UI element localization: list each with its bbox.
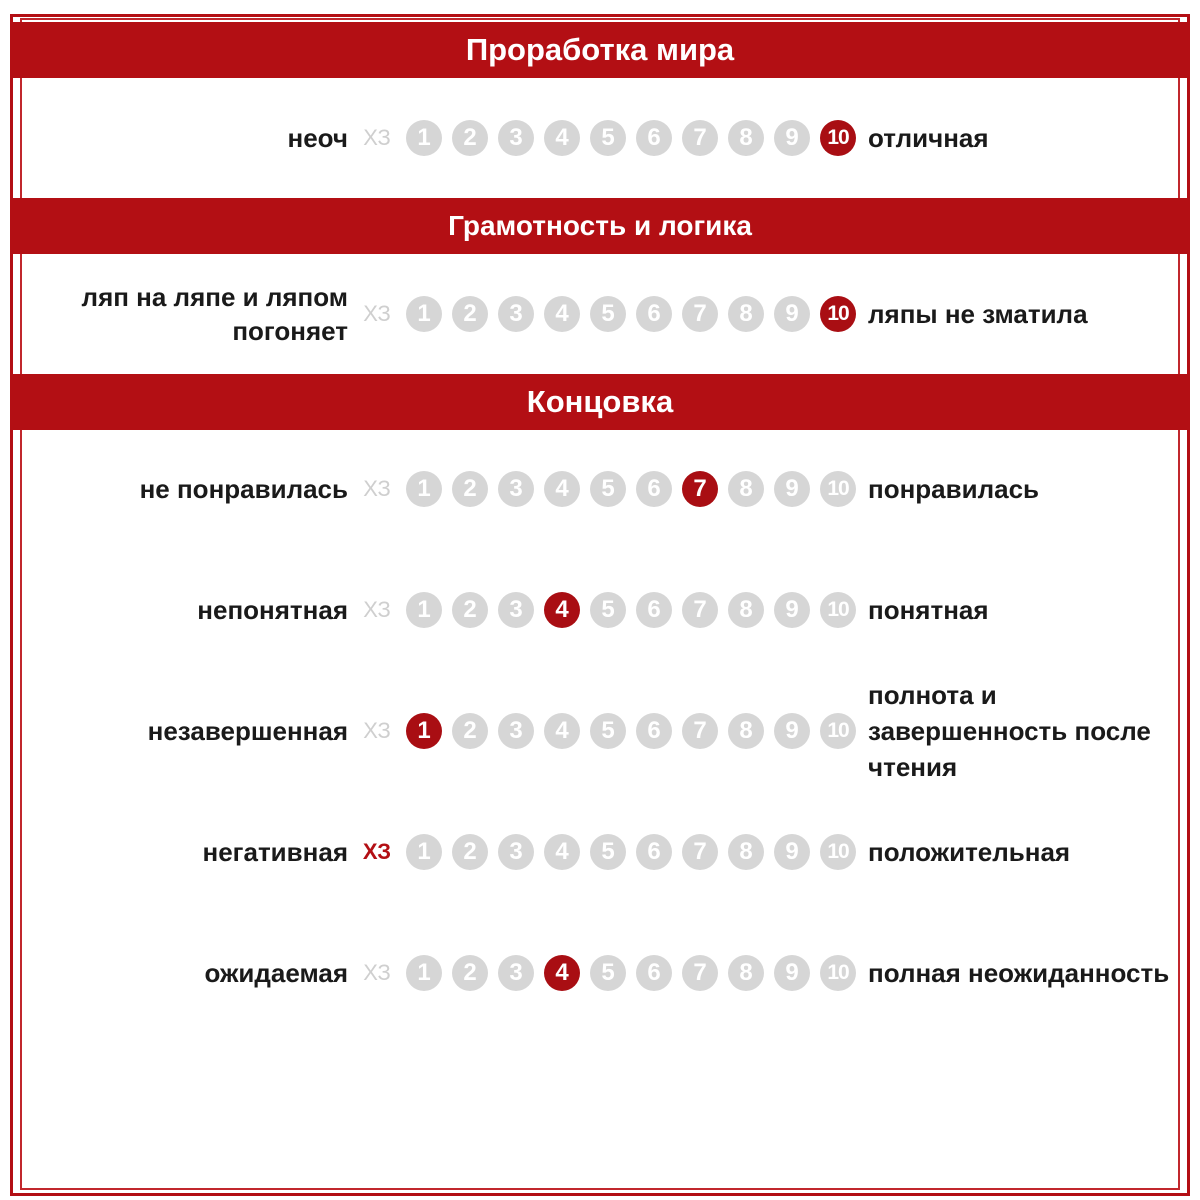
- rating-option-8[interactable]: 8: [728, 120, 764, 156]
- rating-option-7[interactable]: 7: [682, 834, 718, 870]
- rating-option-7[interactable]: 7: [682, 592, 718, 628]
- rating-option-9[interactable]: 9: [774, 471, 810, 507]
- rating-option-5[interactable]: 5: [590, 592, 626, 628]
- rating-option-5[interactable]: 5: [590, 713, 626, 749]
- right-label: полная неожиданность: [868, 958, 1170, 988]
- xz-option[interactable]: ХЗ: [363, 597, 391, 622]
- rating-option-4[interactable]: 4: [544, 120, 580, 156]
- rating-option-1[interactable]: 1: [406, 296, 442, 332]
- section-title: Грамотность и логика: [448, 210, 752, 241]
- rating-option-10[interactable]: 10: [820, 296, 856, 332]
- rating-option-3[interactable]: 3: [498, 592, 534, 628]
- rating-option-10[interactable]: 10: [820, 713, 856, 749]
- left-label: ляп на ляпе и ляпом погоняет: [81, 282, 348, 346]
- rating-option-8[interactable]: 8: [728, 471, 764, 507]
- xz-option[interactable]: ХЗ: [363, 718, 391, 743]
- rating-option-6[interactable]: 6: [636, 834, 672, 870]
- rating-option-2[interactable]: 2: [452, 296, 488, 332]
- right-label: положительная: [868, 837, 1071, 867]
- right-label: понятная: [868, 595, 989, 625]
- rating-row: [0, 98, 1200, 178]
- rating-row: [0, 274, 1200, 354]
- rating-option-5[interactable]: 5: [590, 296, 626, 332]
- rating-option-2[interactable]: 2: [452, 471, 488, 507]
- section-header-literacy: [10, 198, 1190, 254]
- rating-option-9[interactable]: 9: [774, 120, 810, 156]
- rating-option-1[interactable]: 1: [406, 120, 442, 156]
- rating-row: [0, 933, 1200, 1013]
- rating-option-8[interactable]: 8: [728, 834, 764, 870]
- rating-option-5[interactable]: 5: [590, 955, 626, 991]
- rating-option-2[interactable]: 2: [452, 713, 488, 749]
- rating-option-1[interactable]: 1: [406, 471, 442, 507]
- left-label: непонятная: [197, 595, 348, 625]
- rating-option-10[interactable]: 10: [820, 120, 856, 156]
- rating-option-3[interactable]: 3: [498, 471, 534, 507]
- rating-option-1[interactable]: 1: [406, 834, 442, 870]
- rating-option-10[interactable]: 10: [820, 834, 856, 870]
- rating-option-4[interactable]: 4: [544, 955, 580, 991]
- rating-option-9[interactable]: 9: [774, 713, 810, 749]
- section-header-world: [10, 22, 1190, 78]
- left-label: незавершенная: [147, 716, 348, 746]
- right-label: понравилась: [868, 474, 1040, 504]
- rating-row: [0, 449, 1200, 529]
- rating-option-7[interactable]: 7: [682, 955, 718, 991]
- rating-option-4[interactable]: 4: [544, 471, 580, 507]
- rating-option-4[interactable]: 4: [544, 296, 580, 332]
- rating-row: [0, 812, 1200, 892]
- rating-option-9[interactable]: 9: [774, 955, 810, 991]
- rating-option-10[interactable]: 10: [820, 592, 856, 628]
- xz-option[interactable]: ХЗ: [363, 125, 391, 150]
- rating-option-3[interactable]: 3: [498, 120, 534, 156]
- rating-option-4[interactable]: 4: [544, 592, 580, 628]
- rating-option-6[interactable]: 6: [636, 955, 672, 991]
- rating-option-5[interactable]: 5: [590, 120, 626, 156]
- rating-option-9[interactable]: 9: [774, 592, 810, 628]
- rating-option-6[interactable]: 6: [636, 296, 672, 332]
- section-title: Проработка мира: [465, 32, 735, 67]
- right-label: полнота и завершенность после чтения: [868, 680, 1151, 782]
- rating-option-8[interactable]: 8: [728, 296, 764, 332]
- rating-option-6[interactable]: 6: [636, 592, 672, 628]
- rating-option-2[interactable]: 2: [452, 955, 488, 991]
- rating-option-6[interactable]: 6: [636, 471, 672, 507]
- left-label: не понравилась: [139, 474, 348, 504]
- rating-option-4[interactable]: 4: [544, 713, 580, 749]
- rating-option-7[interactable]: 7: [682, 120, 718, 156]
- rating-option-3[interactable]: 3: [498, 955, 534, 991]
- rating-option-5[interactable]: 5: [590, 834, 626, 870]
- xz-option[interactable]: ХЗ: [363, 301, 391, 326]
- rating-option-1[interactable]: 1: [406, 592, 442, 628]
- rating-option-9[interactable]: 9: [774, 834, 810, 870]
- rating-option-3[interactable]: 3: [498, 834, 534, 870]
- rating-option-6[interactable]: 6: [636, 713, 672, 749]
- rating-row: [0, 680, 1200, 782]
- left-label: негативная: [202, 837, 348, 867]
- rating-option-4[interactable]: 4: [544, 834, 580, 870]
- section-header-ending: [10, 374, 1190, 430]
- left-label: неоч: [287, 123, 348, 153]
- right-label: ляпы не зматила: [868, 299, 1088, 329]
- xz-option[interactable]: ХЗ: [362, 839, 392, 864]
- rating-option-7[interactable]: 7: [682, 471, 718, 507]
- rating-option-3[interactable]: 3: [498, 296, 534, 332]
- rating-option-6[interactable]: 6: [636, 120, 672, 156]
- rating-option-8[interactable]: 8: [728, 592, 764, 628]
- xz-option[interactable]: ХЗ: [363, 960, 391, 985]
- rating-option-1[interactable]: 1: [406, 955, 442, 991]
- xz-option[interactable]: ХЗ: [363, 476, 391, 501]
- rating-option-10[interactable]: 10: [820, 955, 856, 991]
- rating-option-5[interactable]: 5: [590, 471, 626, 507]
- rating-option-8[interactable]: 8: [728, 955, 764, 991]
- rating-option-2[interactable]: 2: [452, 120, 488, 156]
- rating-option-7[interactable]: 7: [682, 713, 718, 749]
- right-label: отличная: [868, 123, 989, 153]
- rating-option-10[interactable]: 10: [820, 471, 856, 507]
- rating-option-3[interactable]: 3: [498, 713, 534, 749]
- rating-option-2[interactable]: 2: [452, 592, 488, 628]
- left-label: ожидаемая: [204, 958, 348, 988]
- section-title: Концовка: [526, 384, 674, 419]
- rating-option-8[interactable]: 8: [728, 713, 764, 749]
- rating-option-7[interactable]: 7: [682, 296, 718, 332]
- rating-option-2[interactable]: 2: [452, 834, 488, 870]
- rating-option-9[interactable]: 9: [774, 296, 810, 332]
- rating-option-1[interactable]: 1: [406, 713, 442, 749]
- rating-row: [0, 570, 1200, 650]
